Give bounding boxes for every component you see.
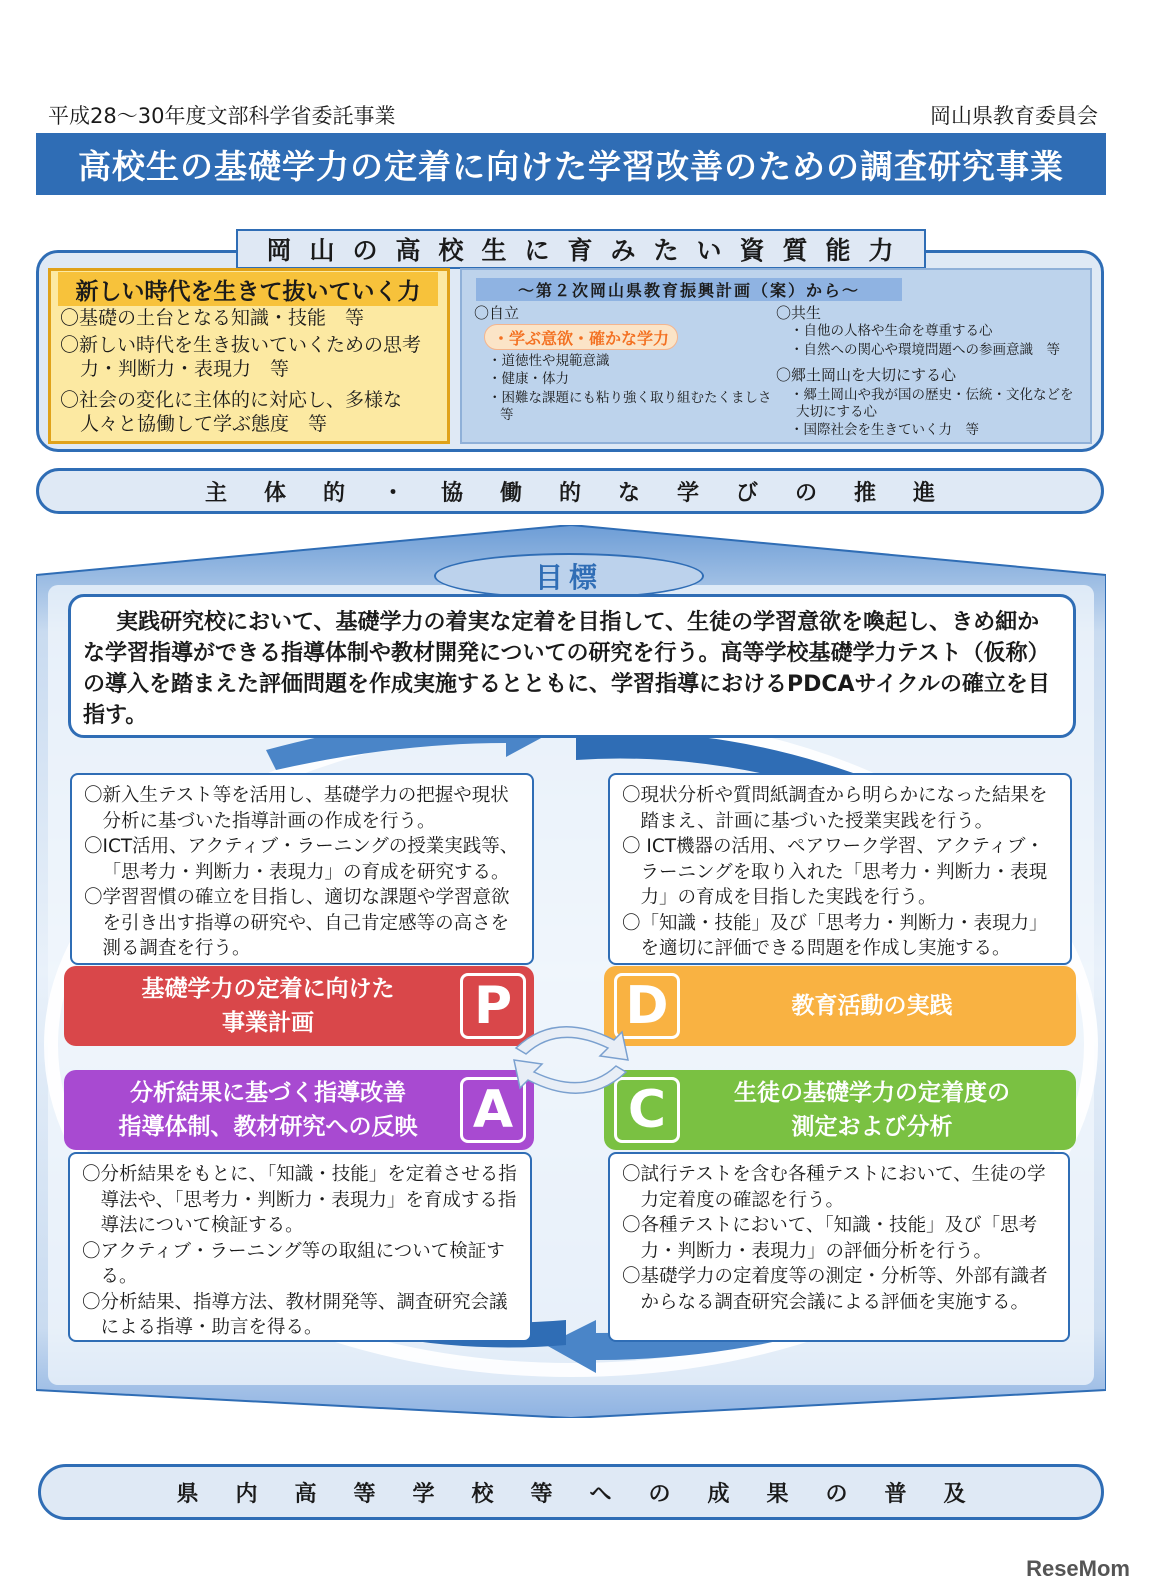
plan-item: 〇新入生テスト等を活用し、基礎学力の把握や現状分析に基づいた指導計画の作成を行う。 [84, 785, 509, 832]
new-era-title: 新しい時代を生きて抜いていく力 [58, 272, 438, 306]
new-era-item: 〇新しい時代を生き抜いていくための思考力・判断力・表現力 等 [60, 334, 422, 380]
jiritsu-highlight: ・学ぶ意欲・確かな学力 [484, 324, 678, 350]
check-label-line1: 生徒の基礎学力の定着度の [734, 1080, 1010, 1106]
act-item: 〇アクティブ・ラーニング等の取組について検証する。 [82, 1240, 505, 1287]
qualities-title: 岡山の高校生に育みたい資質能力 [236, 229, 926, 269]
jiritsu-item: ・健康・体力 [488, 371, 569, 387]
plan-letter: P [460, 973, 526, 1039]
education-plan-title: ～第２次岡山県教育振興計画（案）から～ [476, 278, 902, 301]
dissemination-banner: 県内高等学校等への成果の普及 [38, 1464, 1104, 1520]
act-items-box [68, 1152, 532, 1342]
kyosei-item: ・自然への関心や環境問題への参画意識 等 [790, 342, 1060, 358]
act-item: 〇分析結果をもとに、「知識・技能」を定着させる指導法や、「思考力・判断力・表現力」を育成する指導法について検証する。 [82, 1164, 517, 1236]
do-item: 〇「知識・技能」及び「思考力・判断力・表現力」を適切に評価できる問題を作成し実施する。 [622, 912, 1048, 959]
do-items-box [608, 773, 1072, 965]
do-label: 教育活動の実践 [791, 993, 953, 1019]
kyodo-heading: 〇郷土岡山を大切にする心 [776, 366, 957, 384]
kyodo-item: ・郷土岡山や我が国の歴史・伝統・文化などを [790, 387, 1074, 403]
kyodo-item: ・国際社会を生きていく力 等 [790, 422, 979, 438]
act-label-line1: 分析結果に基づく指導改善 [130, 1080, 406, 1106]
check-item: 〇各種テストにおいて、「知識・技能」及び「思考力・判断力・表現力」の評価分析を行う。 [622, 1215, 1038, 1262]
do-item: 〇現状分析や質問紙調査から明らかになった結果を踏まえ、計画に基づいた授業実践を行う。 [622, 785, 1048, 832]
act-label-line2: 指導体制、教材研究への反映 [118, 1114, 418, 1140]
plan-item: 〇学習習慣の確立を目指し、適切な課題や学習意欲を引き出す指導の研究や、自己肯定感等の高さを測る調査を行う。 [84, 887, 510, 959]
act-phase [64, 1070, 534, 1150]
plan-item: 〇ICT活用、アクティブ・ラーニングの授業実践等、「思考力・判断力・表現力」の育成を研究する。 [84, 836, 519, 883]
check-letter: C [614, 1077, 680, 1143]
active-learning-banner: 主体的・協働的な学びの推進 [36, 468, 1104, 514]
jiritsu-heading: 〇自立 [474, 304, 520, 322]
do-letter: D [614, 973, 680, 1039]
cycle-arrows-icon [496, 1010, 646, 1110]
new-era-item: 〇社会の変化に主体的に対応し、多様な人々と協働して学ぶ態度 等 [60, 389, 403, 435]
check-phase [604, 1070, 1076, 1150]
do-phase [604, 966, 1076, 1046]
plan-label-line1: 基礎学力の定着に向けた [141, 976, 395, 1002]
act-item: 〇分析結果、指導方法、教材開発等、調査研究会議による指導・助言を得る。 [82, 1291, 508, 1338]
new-era-item: 〇基礎の土台となる知識・技能 等 [60, 307, 365, 329]
check-items-box [608, 1152, 1070, 1342]
do-item: 〇 ICT機器の活用、ペアワーク学習、アクティブ・ラーニングを取り入れた「思考力・判断力・表現力」の育成を目指した実践を行う。 [622, 836, 1048, 908]
jiritsu-item: ・困難な課題にも粘り強く取り組むたくましさ [488, 390, 772, 406]
kyosei-heading: 〇共生 [776, 304, 822, 322]
jiritsu-item: 等 [500, 407, 514, 423]
kyodo-item: 大切にする心 [796, 404, 877, 420]
jiritsu-item: ・道徳性や規範意識 [488, 353, 610, 369]
act-letter: A [460, 1077, 526, 1143]
watermark-logo: ReseMom [1026, 1556, 1130, 1581]
plan-items-box [70, 773, 534, 965]
goal-label: 目標 [434, 553, 704, 599]
plan-label-line2: 事業計画 [222, 1010, 314, 1036]
check-item: 〇試行テストを含む各種テストにおいて、生徒の学力定着度の確認を行う。 [622, 1164, 1046, 1211]
program-label: 平成28～30年度文部科学省委託事業 [48, 104, 396, 128]
organization-label: 岡山県教育委員会 [930, 104, 1098, 128]
plan-phase [64, 966, 534, 1046]
page-title: 高校生の基礎学力の定着に向けた学習改善のための調査研究事業 [36, 133, 1106, 195]
goal-text: 実践研究校において、基礎学力の着実な定着を目指して、生徒の学習意欲を喚起し、きめ細かな学習指導ができる指導体制や教材開発についての研究を行う。高等学校基礎学力テスト（仮称）の導入を踏まえた評価問題を作成実施するとともに、学習指導におけるPDCAサイクルの確立を目指す。 [68, 594, 1076, 738]
check-label-line2: 測定および分析 [791, 1114, 953, 1140]
kyosei-item: ・自他の人格や生命を尊重する心 [790, 323, 993, 339]
check-item: 〇基礎学力の定着度等の測定・分析等、外部有識者からなる調査研究会議による評価を実施する。 [622, 1266, 1048, 1313]
